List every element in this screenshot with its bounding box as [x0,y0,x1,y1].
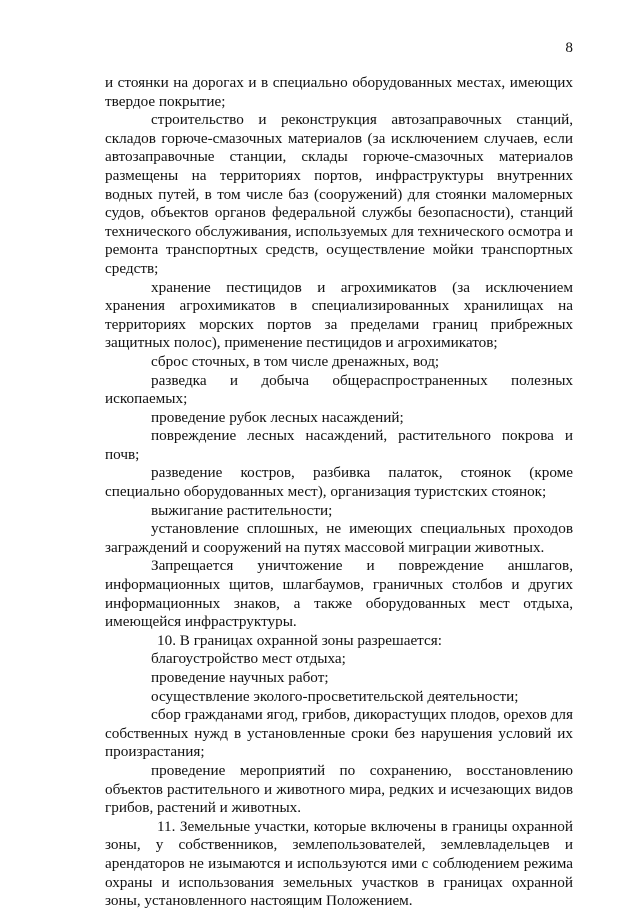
page-number: 8 [565,39,573,56]
paragraph-vegetation-damage: повреждение лесных насаждений, растительного покрова и почв; [105,427,573,463]
paragraph-scientific-work: проведение научных работ; [151,669,329,686]
paragraph-mineral-extraction: разведка и добыча общераспространенных полезных ископаемых; [105,371,573,408]
paragraph-migration-barriers: установление сплошных, не имеющих специальных проходов заграждений и сооружений на путях массовой миграции животных. [105,520,573,556]
paragraph-section-10-heading: 10. В границах охранной зоны разрешается: [157,631,442,649]
paragraph-continuation-parking: и стоянки на дорогах и в специально оборудованных местах, имеющих твердое покрытие; [105,74,573,110]
paragraph-eco-education: осуществление эколого-просветительской деятельности; [151,687,519,705]
paragraph-recreation-improvement: благоустройство мест отдыха; [151,650,346,668]
paragraph-campfires-tents: разведение костров, разбивка палаток, стоянок (кроме специально оборудованных мест), организация туристских стоянок; [105,464,573,501]
paragraph-pesticide-storage: хранение пестицидов и агрохимикатов (за исключением хранения агрохимикатов в специализированных хранилищах на территориях морских портов за пределами границ прибрежных защитных полос), применение пестицидов и агрохимикатов; [105,278,573,352]
paragraph-wastewater-discharge: сброс сточных, в том числе дренажных, вод; [151,352,440,370]
paragraph-gathering-berries: сбор гражданами ягод, грибов, дикорастущих плодов, орехов для собственных нужд в установленные сроки без нарушения условий их произрастания; [105,706,573,761]
paragraph-forest-felling: проведение рубок лесных насаждений; [151,408,404,426]
paragraph-prohibition-signs: Запрещается уничтожение и повреждение аншлагов, информационных щитов, шлагбаумов, граничных столбов и других информационных знаков, а также оборудованных мест отдыха, имеющейся инфраструктуры. [105,557,573,631]
document-body [105,74,573,911]
paragraph-section-11-land-plots: 11. Земельные участки, которые включены в границы охранной зоны, у собственников, землепользователей, землевладельцев и арендаторов не изымаются и используются ими с соблюдением режима охраны и использования земельных участков в границах охранной зоны, установленного настоящим Положением. [105,817,573,910]
paragraph-conservation-measures: проведение мероприятий по сохранению, восстановлению объектов растительного и животного мира, редких и исчезающих видов грибов, растений и животных. [105,761,573,817]
paragraph-construction-fuel-stations: строительство и реконструкция автозаправочных станций, складов горюче-смазочных материалов (за исключением случаев, если автозаправочные станции, склады горюче-смазочных материалов размещены на территориях портов, инфраструктуры внутренних водных путей, в том числе баз (сооружений) для стоянки маломерных судов, объектов органов федеральной службы безопасности), станций технического обслуживания, используемых для технического осмотра и ремонта транспортных средств, осуществление мойки транспортных средств; [105,111,573,277]
paragraph-burning-vegetation: выжигание растительности; [151,501,333,519]
